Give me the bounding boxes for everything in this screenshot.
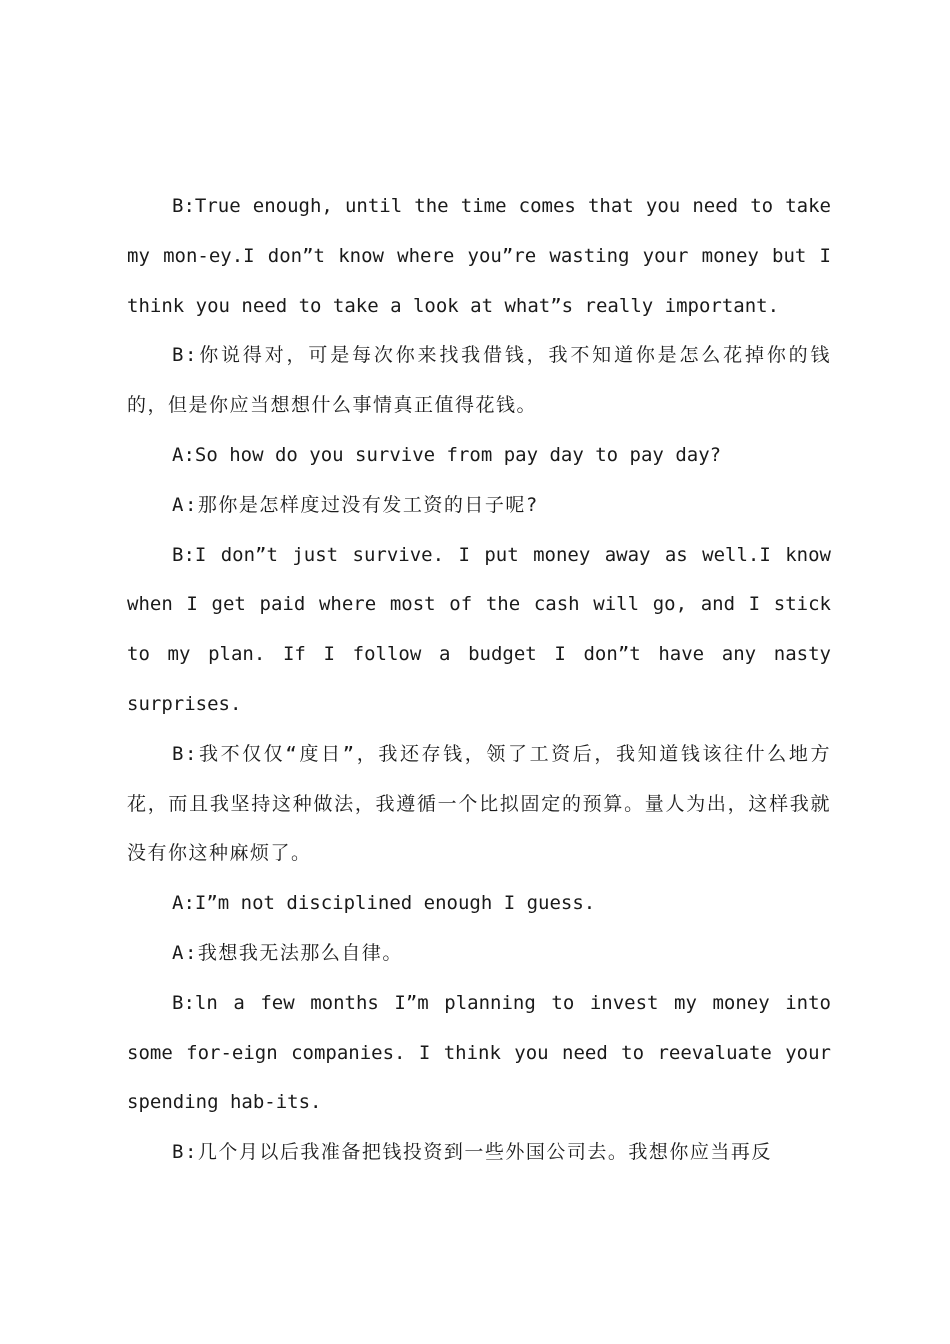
paragraph-4-english: A:I”m not disciplined enough I guess.	[172, 892, 596, 915]
paragraph-5-english: B:ln a few months I”m planning to invest my money into some for-eign companies. I think you need to reevaluate your spending hab-its.	[127, 991, 831, 1114]
paragraph-5-chinese: B:几个月以后我准备把钱投资到一些外国公司去。我想你应当再反	[172, 1141, 772, 1164]
paragraph-1-chinese: B:你说得对，可是每次你来找我借钱，我不知道你是怎么花掉你的钱的，但是你应当想想什么事情真正值得花钱。	[127, 344, 831, 417]
paragraph-3-english: B:I don”t just survive. I put money away as well.I know when I get paid where most of the cash will go, and I stick to my plan. If I follow a budget I don”t have any nasty surprises.	[127, 543, 831, 715]
paragraph-4-chinese: A:我想我无法那么自律。	[172, 941, 403, 964]
paragraph-2-english: A:So how do you survive from pay day to pay day?	[172, 443, 722, 466]
paragraph-2-chinese: A:那你是怎样度过没有发工资的日子呢?	[172, 493, 539, 516]
paragraph-1-english: B:True enough, until the time comes that you need to take my mon-ey.I don”t know where you”re wasting your money but I think you need to take a look at what”s really important.	[127, 195, 831, 317]
paragraph-3-chinese: B:我不仅仅“度日”，我还存钱，领了工资后，我知道钱该往什么地方花，而且我坚持这种做法，我遵循一个比拟固定的预算。量人为出，这样我就没有你这种麻烦了。	[127, 742, 831, 865]
document-body	[127, 182, 831, 1178]
